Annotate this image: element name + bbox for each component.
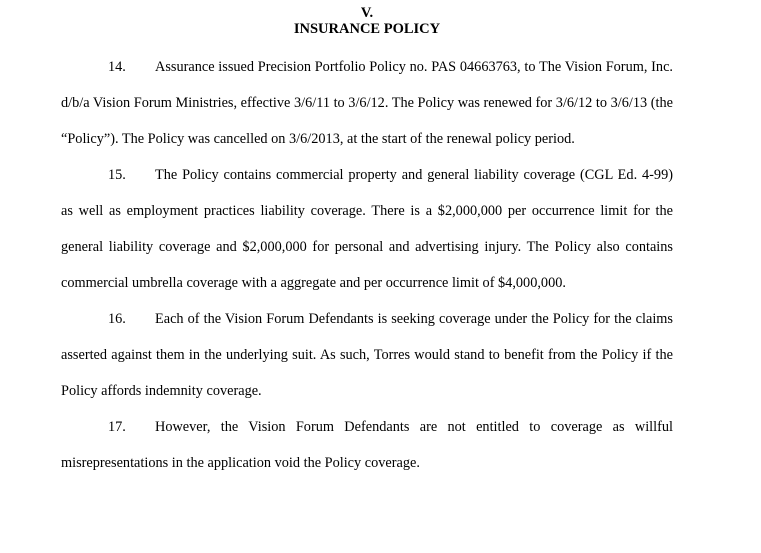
section-number: V. (360, 5, 374, 21)
paragraph-number: 16. (108, 311, 126, 327)
paragraph-number: 14. (108, 59, 126, 75)
paragraph-text: Each of the Vision Forum Defendants is seeking coverage under the Policy for the claims asserted against them in the underlying suit. As such, Torres would stand to benefit from the Policy if the Policy affords indemnity coverage. (61, 311, 673, 399)
document-page (61, 0, 673, 481)
paragraph-text: The Policy contains commercial property and general liability coverage (CGL Ed. 4-99) as well as employment practices liability coverage. There is a $2,000,000 per occurrence limit for the general liability coverage and $2,000,000 for personal and advertising injury. The Policy also contains commercial umbrella coverage with a aggregate and per occurrence limit of $4,000,000. (61, 167, 673, 291)
paragraph-16 (61, 301, 673, 409)
paragraph-number: 17. (108, 419, 126, 435)
paragraph-text: Assurance issued Precision Portfolio Policy no. PAS 04663763, to The Vision Forum, Inc. d/b/a Vision Forum Ministries, effective 3/6/11 to 3/6/12. The Policy was renewed for 3/6/12 to 3/6/13 (the “Policy”). The Policy was cancelled on 3/6/2013, at the start of the renewal policy period. (61, 59, 673, 147)
paragraph-14 (61, 49, 673, 157)
section-title: INSURANCE POLICY (293, 21, 441, 37)
paragraph-text: However, the Vision Forum Defendants are not entitled to coverage as willful misrepresentations in the application void the Policy coverage. (61, 419, 673, 471)
paragraph-number: 15. (108, 167, 126, 183)
paragraph-15 (61, 157, 673, 301)
paragraph-17 (61, 409, 673, 481)
